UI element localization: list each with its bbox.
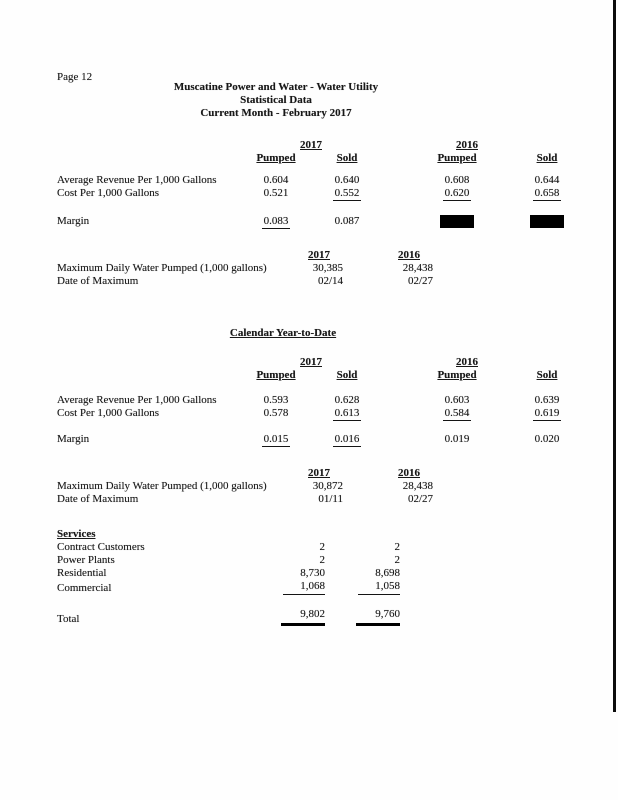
value-2016: 2 [394,541,400,553]
value-sold-2017: 0.016 [334,433,360,445]
report-period: Current Month - February 2017 [200,107,352,119]
row-label: Date of Maximum [57,493,139,505]
value-pumped-2017: 0.083 [263,215,289,228]
year-2016-header: 2016 [398,467,420,479]
value-pumped-2017: 0.578 [263,407,289,419]
row-label: Margin [57,433,90,445]
value-sold-2016: 0.639 [534,394,560,406]
value-sold-2016: 0.658 [534,187,560,199]
row-label: Contract Customers [57,541,145,553]
scan-edge-artifact [613,0,616,712]
pumped-2017-header: Pumped [256,152,296,164]
row-label: Maximum Daily Water Pumped (1,000 gallons) [57,262,267,274]
year-header-row [57,467,618,480]
value-sold-2016: 0.644 [534,174,560,186]
report-title: Muscatine Power and Water - Water Utility [173,81,379,93]
redaction-bar [530,215,564,228]
year-2017-header: 2017 [308,249,330,261]
redacted-margin-pumped-2016 [422,215,492,228]
value-pumped-2017: 0.015 [263,433,289,445]
value-pumped-2017: 0.521 [263,187,289,199]
current-month-table [57,139,618,228]
value-2016: 1,058 [333,580,400,595]
row-label: Margin [57,215,90,228]
value-2017: 01/11 [318,493,343,505]
sold-2017-header: Sold [336,369,358,381]
value-sold-2017: 0.640 [334,174,360,186]
ytd-table [57,356,618,446]
row-label: Commercial [57,582,112,594]
ytd-section-title: Calendar Year-to-Date [229,327,337,339]
value-2017: 02/14 [317,275,343,287]
table-row-total [57,608,618,626]
value-sold-2017: 0.628 [334,394,360,406]
value-sold-2017: 0.552 [334,187,360,199]
report-header [0,81,552,120]
year-2017-header: 2017 [300,139,322,151]
pumped-2017-header: Pumped [256,369,296,381]
table-row-avg-revenue [57,174,618,187]
table-row-margin [57,215,618,228]
value-sold-2017: 0.087 [334,215,360,228]
value-2017: 1,068 [255,580,325,595]
year-header-row [57,356,618,369]
pumped-2016-header: Pumped [437,369,477,381]
ytd-max-table [57,467,618,506]
report-subtitle: Statistical Data [240,94,312,106]
table-row-avg-revenue [57,394,618,407]
current-month-max-table [57,249,618,288]
row-label: Cost Per 1,000 Gallons [57,407,160,419]
redaction-bar [440,215,474,228]
row-label: Total [57,613,80,625]
row-label: Average Revenue Per 1,000 Gallons [57,174,217,186]
row-label: Cost Per 1,000 Gallons [57,187,160,199]
year-2017-header: 2017 [300,356,322,368]
year-header-row [57,249,618,262]
table-row-max-pumped [57,480,618,493]
row-label: Power Plants [57,554,115,566]
sold-2016-header: Sold [536,369,558,381]
year-header-row [57,139,618,152]
year-2016-header: 2016 [456,139,478,151]
year-2016-header: 2016 [398,249,420,261]
value-2016: 28,438 [402,262,433,274]
value-2016: 28,438 [402,480,433,492]
services-section [57,528,618,626]
value-pumped-2017: 0.604 [263,174,289,186]
table-row-max-pumped [57,262,618,275]
pumped-2016-header: Pumped [437,152,477,164]
table-row-margin [57,433,618,446]
value-pumped-2016: 0.608 [444,174,470,186]
table-row-contract-customers [57,541,618,554]
redacted-margin-sold-2016 [512,215,582,228]
table-row-cost [57,407,618,420]
year-2016-header: 2016 [456,356,478,368]
value-2016: 02/27 [407,275,433,287]
total-2017: 9,802 [255,608,325,626]
value-sold-2017: 0.613 [334,407,360,419]
value-2017: 2 [319,554,325,566]
row-label: Date of Maximum [57,275,139,287]
table-row-date-of-max [57,493,618,506]
table-row-date-of-max [57,275,618,288]
total-2016: 9,760 [333,608,400,626]
sold-2016-header: Sold [536,152,558,164]
value-2016: 8,698 [375,567,400,579]
value-pumped-2016: 0.019 [444,433,470,445]
value-2017: 30,872 [312,480,343,492]
row-label: Residential [57,567,107,579]
value-2017: 2 [319,541,325,553]
value-sold-2016: 0.619 [534,407,560,419]
column-header-row [57,369,618,382]
row-label: Average Revenue Per 1,000 Gallons [57,394,217,406]
table-row-power-plants [57,554,618,567]
value-2017: 30,385 [312,262,343,274]
services-title: Services [57,528,96,540]
row-label: Maximum Daily Water Pumped (1,000 gallons) [57,480,267,492]
value-pumped-2017: 0.593 [263,394,289,406]
table-row-residential [57,567,618,580]
year-2017-header: 2017 [308,467,330,479]
value-2016: 2 [394,554,400,566]
page-number: Page 12 [57,71,93,83]
value-sold-2016: 0.020 [534,433,560,445]
value-pumped-2016: 0.603 [444,394,470,406]
table-row-commercial [57,580,618,595]
value-pumped-2016: 0.620 [444,187,470,199]
value-2016: 02/27 [407,493,433,505]
value-2017: 8,730 [300,567,325,579]
column-header-row [57,152,618,165]
table-row-cost [57,187,618,200]
sold-2017-header: Sold [336,152,358,164]
value-pumped-2016: 0.584 [444,407,470,419]
